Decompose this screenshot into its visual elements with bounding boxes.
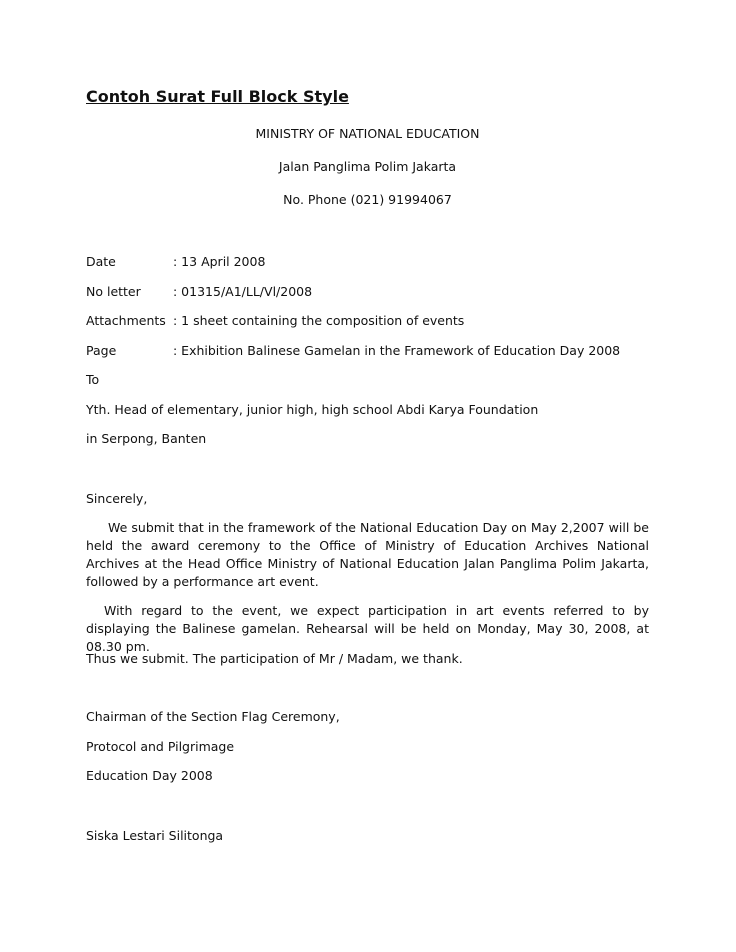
meta-attachments-label: Attachments — [86, 313, 166, 328]
closing-line-2: Protocol and Pilgrimage — [86, 739, 235, 754]
header-address: Jalan Panglima Polim Jakarta — [278, 159, 457, 174]
salutation: Sincerely, — [86, 491, 148, 506]
body-paragraph-3: Thus we submit. The participation of Mr / Madam, we thank. — [86, 651, 463, 666]
meta-letter-number-row — [86, 283, 649, 301]
meta-letter-number-label: No letter — [86, 284, 141, 299]
meta-date-row — [86, 253, 649, 271]
body-paragraph-1: We submit that in the framework of the National Education Day on May 2,2007 will be held the award ceremony to the Office of Ministry of Education Archives National Archives at the Head Office Ministry of National Education Jalan Panglima Polim Jakarta, followed by a performance art event. — [86, 520, 649, 589]
signatory-name: Siska Lestari Silitonga — [86, 828, 224, 843]
meta-date-label: Date — [86, 254, 116, 269]
meta-attachments-value: : 1 sheet containing the composition of events — [173, 313, 465, 328]
letter-page — [86, 0, 649, 952]
recipient-to: To — [86, 372, 100, 387]
meta-page-value: : Exhibition Balinese Gamelan in the Framework of Education Day 2008 — [173, 343, 621, 358]
closing-line-1: Chairman of the Section Flag Ceremony, — [86, 709, 340, 724]
body-paragraph-2: With regard to the event, we expect participation in art events referred to by displaying the Balinese gamelan. Rehearsal will be held on Monday, May 30, 2008, at 08.30 pm. — [86, 603, 649, 654]
header-phone: No. Phone (021) 91994067 — [283, 192, 452, 207]
recipient-name: Yth. Head of elementary, junior high, high school Abdi Karya Foundation — [86, 402, 539, 417]
meta-page-row — [86, 342, 649, 360]
meta-attachments-row — [86, 312, 649, 330]
meta-page-label: Page — [86, 343, 117, 358]
header-org: MINISTRY OF NATIONAL EDUCATION — [255, 126, 480, 141]
meta-letter-number-value: : 01315/A1/LL/Vl/2008 — [173, 284, 313, 299]
recipient-place: in Serpong, Banten — [86, 431, 207, 446]
document-title: Contoh Surat Full Block Style — [86, 87, 349, 106]
meta-date-value: : 13 April 2008 — [173, 254, 266, 269]
closing-line-3: Education Day 2008 — [86, 768, 213, 783]
